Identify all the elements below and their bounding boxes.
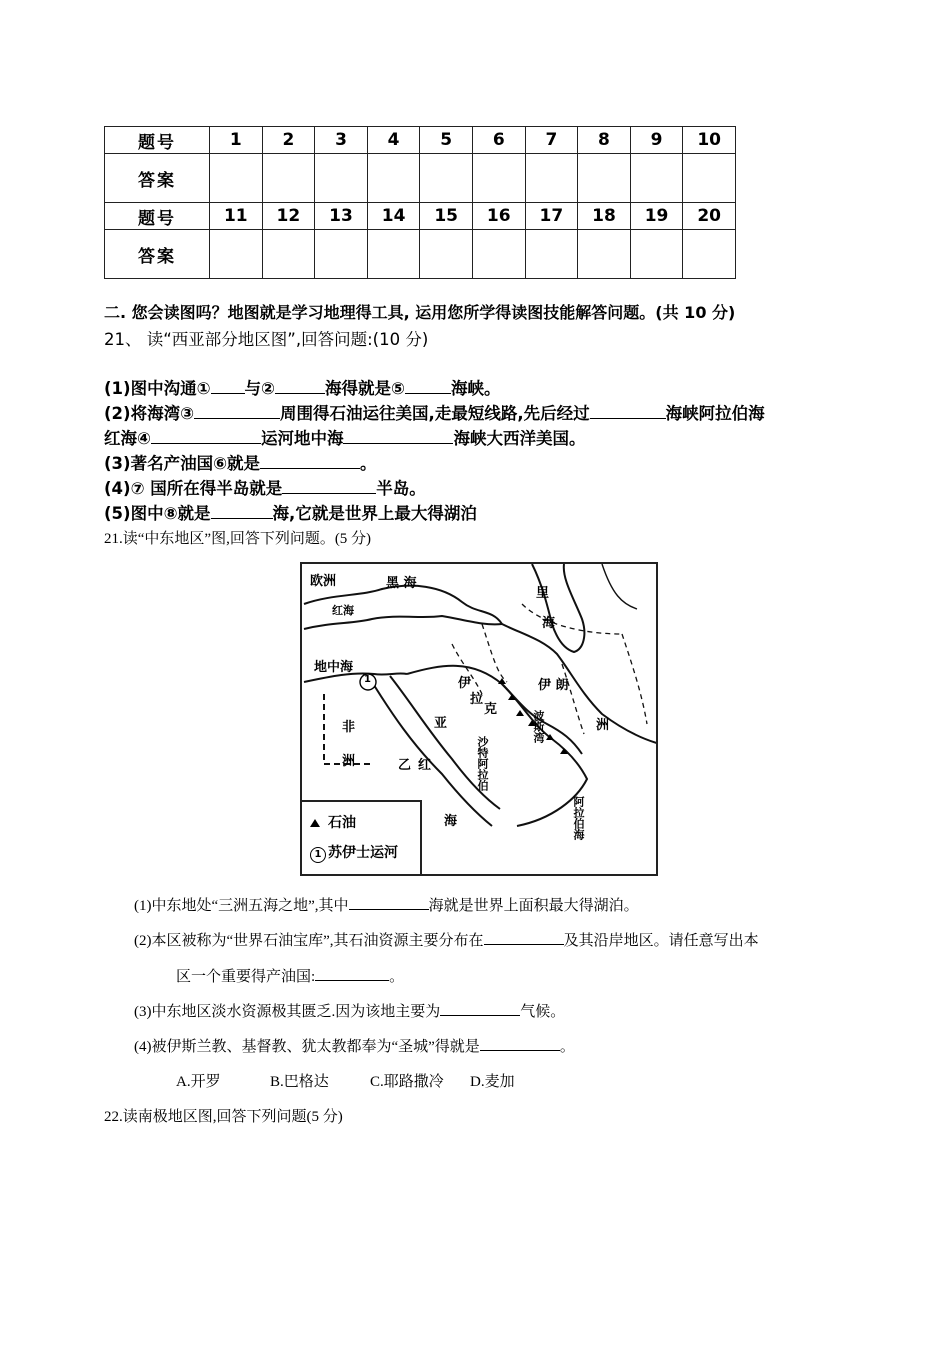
map-label-europe: 欧洲 — [310, 574, 337, 589]
question-number: 14 — [367, 203, 420, 230]
map-label-arabian-sea: 阿拉伯海 — [572, 796, 585, 840]
map-label-asia: 亚 — [434, 716, 448, 731]
question-number: 9 — [630, 127, 683, 154]
legend-canal: 1 苏伊士运河 — [310, 842, 398, 863]
middle-east-map — [300, 562, 658, 876]
answer-cell[interactable] — [683, 230, 736, 279]
question-text: (1)图中沟通① — [104, 379, 211, 398]
row-label: 题号 — [105, 127, 210, 154]
answer-cell[interactable] — [525, 230, 578, 279]
me-options — [176, 1070, 515, 1091]
question-text: 半岛。 — [376, 479, 426, 498]
legend-oil: 石油 — [310, 812, 356, 832]
map-label-black-sea: 黑 海 — [386, 576, 417, 591]
answer-blank[interactable] — [282, 479, 376, 494]
question-number: 15 — [420, 203, 473, 230]
map-label-mediterranean: 地中海 — [314, 660, 354, 675]
answer-cell[interactable] — [525, 154, 578, 203]
answer-cell[interactable] — [262, 154, 315, 203]
question-line-1 — [104, 375, 501, 399]
answer-blank[interactable] — [349, 895, 429, 910]
map-label-yi: 乙 — [398, 758, 412, 773]
answer-blank[interactable] — [151, 429, 261, 444]
table-row — [105, 154, 736, 203]
map-label-sea: 红海 — [332, 604, 354, 617]
map-label-caspian: 里 — [536, 586, 550, 601]
question-number: 4 — [367, 127, 420, 154]
question-title: 21、 读“西亚部分地区图”,回答问题:(10 分) — [104, 330, 429, 349]
question-text: 海峡。 — [451, 379, 501, 398]
answer-cell[interactable] — [367, 154, 420, 203]
answer-cell[interactable] — [210, 230, 263, 279]
answer-blank[interactable] — [211, 379, 245, 394]
map-label-iraq-1: 伊 — [458, 676, 472, 691]
option-c[interactable]: C.耶路撒冷 — [370, 1074, 444, 1090]
question-number: 18 — [578, 203, 631, 230]
answer-blank[interactable] — [343, 429, 453, 444]
answer-blank[interactable] — [484, 930, 564, 945]
answer-blank[interactable] — [260, 454, 360, 469]
question-number: 16 — [472, 203, 525, 230]
answer-cell[interactable] — [420, 154, 473, 203]
option-d[interactable]: D.麦加 — [470, 1074, 515, 1090]
question-text: (2)将海湾③ — [104, 404, 195, 423]
answer-cell[interactable] — [630, 230, 683, 279]
option-a[interactable]: A.开罗 — [176, 1074, 221, 1090]
question-number: 3 — [315, 127, 368, 154]
answer-blank[interactable] — [590, 404, 666, 419]
row-label: 答案 — [105, 154, 210, 203]
circled-number-icon: 1 — [310, 847, 326, 863]
map-label-sea-left: 海 — [444, 814, 458, 829]
question-number: 13 — [315, 203, 368, 230]
answer-blank[interactable] — [480, 1036, 560, 1051]
question-number: 17 — [525, 203, 578, 230]
question-number: 11 — [210, 203, 263, 230]
map-label-red: 红 — [418, 758, 432, 773]
option-b[interactable]: B.巴格达 — [270, 1074, 329, 1090]
question-line-5 — [104, 500, 477, 524]
answer-blank[interactable] — [275, 379, 325, 394]
question-text: 红海④ — [104, 429, 151, 448]
question-text: 与② — [244, 379, 276, 398]
answer-cell[interactable] — [367, 230, 420, 279]
question-number: 1 — [210, 127, 263, 154]
me-question-1: (1)中东地处“三洲五海之地”,其中 海就是世界上面积最大得湖泊。 — [134, 894, 639, 915]
me-question-2b: 区一个重要得产油国: 。 — [176, 965, 404, 986]
answer-cell[interactable] — [315, 230, 368, 279]
answer-cell[interactable] — [472, 230, 525, 279]
question-number: 5 — [420, 127, 473, 154]
question-text: (3)著名产油国⑥就是 — [104, 454, 261, 473]
answer-blank[interactable] — [440, 1001, 520, 1016]
table-row — [105, 127, 736, 154]
map-label-saudi: 沙特阿拉伯 — [476, 736, 489, 791]
question-text: (4)⑦ 国所在得半岛就是 — [104, 479, 283, 498]
map-label-iran: 伊 朗 — [538, 678, 569, 693]
question-number: 8 — [578, 127, 631, 154]
table-row — [105, 230, 736, 279]
me-question-2: (2)本区被称为“世界石油宝库”,其石油资源主要分布在 及其沿岸地区。请任意写出本 — [134, 929, 759, 950]
me-question-4: (4)被伊斯兰教、基督教、犹太教都奉为“圣城”得就是 。 — [134, 1035, 575, 1056]
question-text: 海得就是⑤ — [325, 379, 406, 398]
answer-cell[interactable] — [472, 154, 525, 203]
question-number: 12 — [262, 203, 315, 230]
row-label: 题号 — [105, 203, 210, 230]
oil-icon — [310, 819, 320, 827]
question-number: 7 — [525, 127, 578, 154]
question-title: 21.读“中东地区”图,回答下列问题。(5 分) — [104, 531, 372, 547]
question-text: 。 — [360, 454, 377, 473]
map-label-iraq-3: 克 — [484, 702, 498, 717]
answer-blank[interactable] — [315, 966, 389, 981]
map-label-iraq-2: 拉 — [470, 692, 484, 707]
question-title: 22.读南极地区图,回答下列问题(5 分) — [104, 1109, 343, 1125]
map-legend — [302, 800, 422, 874]
question-text: 海峡大西洋美国。 — [453, 429, 586, 448]
answer-blank[interactable] — [211, 504, 273, 519]
question-number: 6 — [472, 127, 525, 154]
answer-blank[interactable] — [405, 379, 451, 394]
question-text: 运河地中海 — [260, 429, 344, 448]
map-point-1: 1 — [364, 674, 371, 685]
answer-table — [104, 126, 736, 279]
question-number: 10 — [683, 127, 736, 154]
answer-cell[interactable] — [578, 230, 631, 279]
answer-cell[interactable] — [578, 154, 631, 203]
question-line-2b — [104, 425, 585, 449]
answer-cell[interactable] — [210, 154, 263, 203]
answer-blank[interactable] — [194, 404, 280, 419]
question-text: 海,它就是世界上最大得湖泊 — [272, 504, 477, 523]
question-number: 19 — [630, 203, 683, 230]
map-label-caspian-sea: 海 — [542, 616, 556, 631]
question-line-2 — [104, 400, 765, 424]
row-label: 答案 — [105, 230, 210, 279]
question-text: (5)图中⑧就是 — [104, 504, 211, 523]
table-row — [105, 203, 736, 230]
question-text: 海峡阿拉伯海 — [665, 404, 765, 423]
question-line-4 — [104, 475, 426, 499]
answer-cell[interactable] — [262, 230, 315, 279]
me-question-3: (3)中东地区淡水资源极其匮乏.因为该地主要为 气候。 — [134, 1000, 565, 1021]
section-heading: 二. 您会读图吗？地图就是学习地理得工具, 运用您所学得读图技能解答问题。(共 10 分) — [104, 303, 736, 322]
map-label-gulf: 波斯湾 — [532, 710, 545, 743]
map-label-africa: 非 — [342, 720, 356, 735]
question-number: 20 — [683, 203, 736, 230]
answer-cell[interactable] — [630, 154, 683, 203]
map-label-africa-zhou: 洲 — [342, 754, 356, 769]
question-line-3 — [104, 450, 377, 474]
question-number: 2 — [262, 127, 315, 154]
answer-cell[interactable] — [683, 154, 736, 203]
question-text: 周围得石油运往美国,走最短线路,先后经过 — [280, 404, 590, 423]
map-label-asia-zhou: 洲 — [596, 718, 610, 733]
answer-cell[interactable] — [420, 230, 473, 279]
answer-cell[interactable] — [315, 154, 368, 203]
